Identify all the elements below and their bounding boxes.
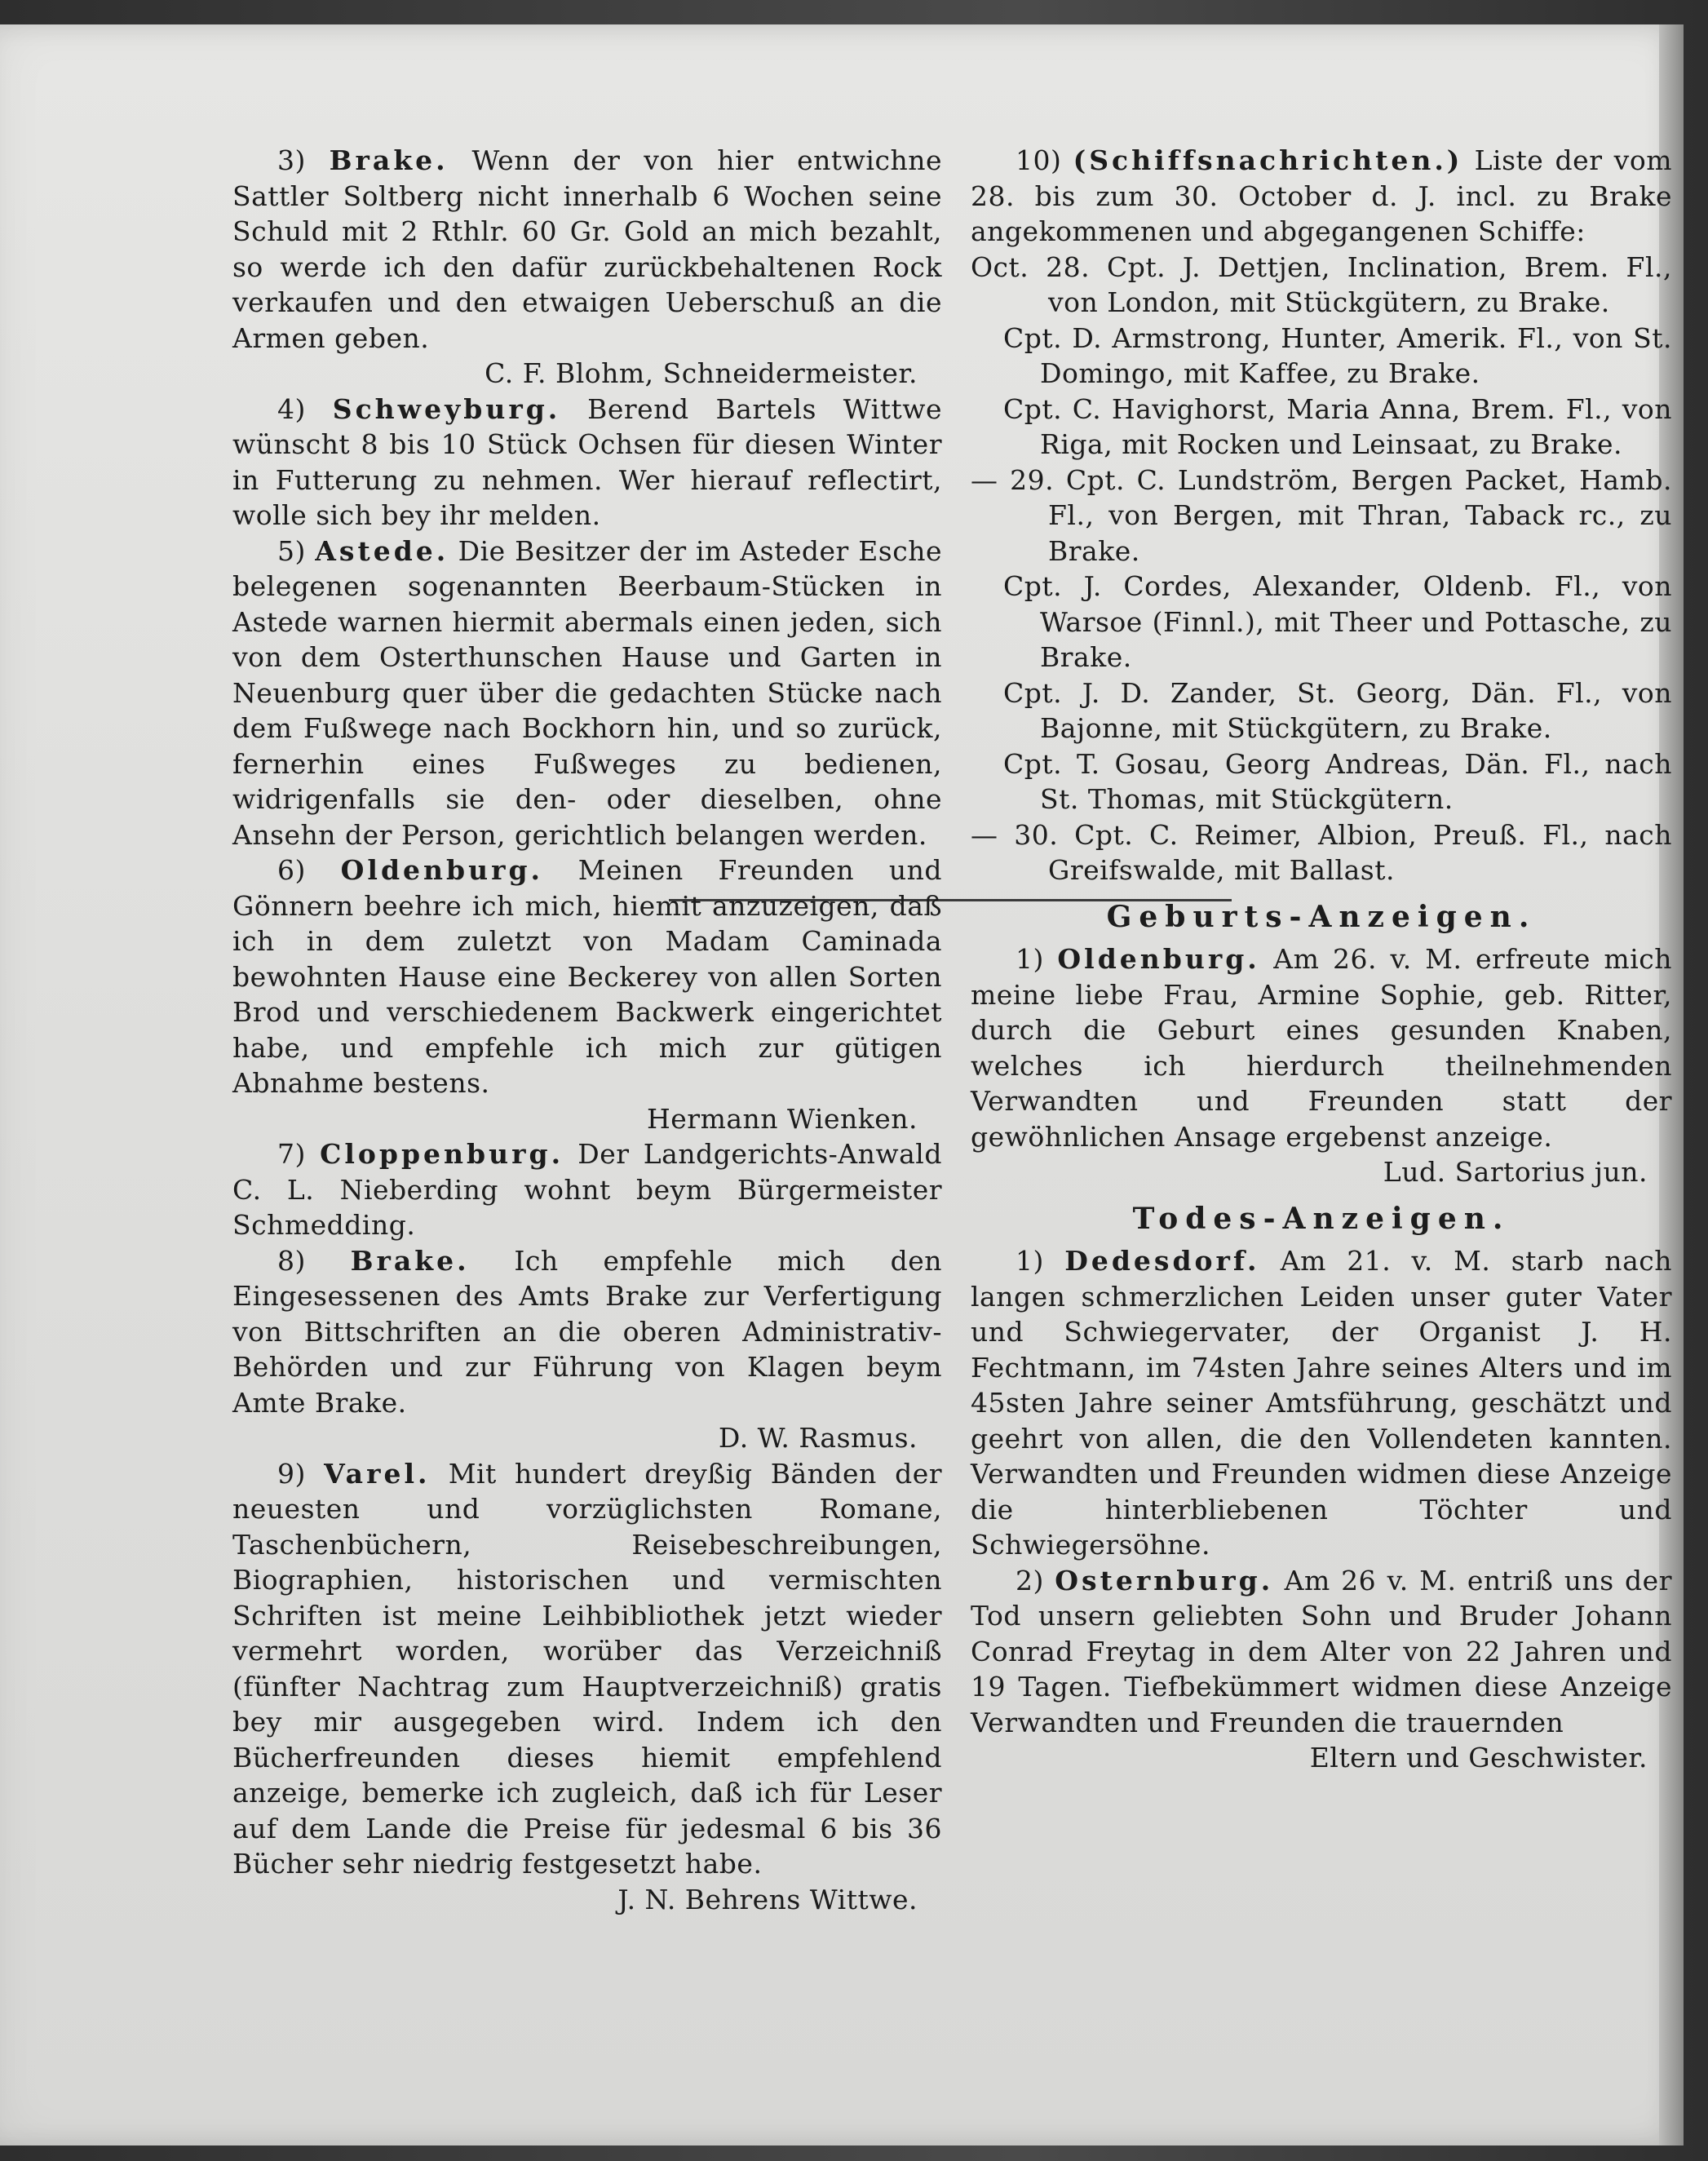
notice-place: Brake. [329,144,449,176]
right-column [971,143,1672,1776]
notice-8-signature: D. W. Rasmus. [718,1422,918,1454]
notice-text: Wenn der von hier entwichne Sattler Soltberg nicht innerhalb 6 Wochen seine Schuld mit 2 Rthlr. 60 Gr. Gold an mich bezahlt, so werde ich den dafür zurückbehaltenen Rock verkaufen und den etwaigen Ueberschuß an die Armen geben. [232,144,942,354]
ship-entry: — 30. Cpt. C. Reimer, Albion, Preuß. Fl., nach Greifswalde, mit Ballast. [971,818,1672,886]
left-column [232,143,942,1917]
notice-text: Meinen Freunden und Gönnern beehre ich mich, hiemit anzuzeigen, daß ich in dem zuletzt von Madam Caminada bewohnten Hause eine Beckerey von allen Sorten Brod und verschiedenem Backwerk eingerichtet habe, und empfehle ich mich zur gütigen Abnahme bestens. [232,854,942,1099]
notice-3-signature: C. F. Blohm, Schneidermeister. [485,357,918,389]
ship-entry: — 29. Cpt. C. Lundström, Bergen Packet, Hamb. Fl., von Bergen, mit Thran, Taback rc., zu Brake. [971,463,1672,567]
notice-place: Varel. [324,1457,431,1490]
notice-text: Ich empfehle mich den Eingesessenen des Amts Brake zur Verfertigung von Bittschriften an die oberen Administrativ-Behörden und zur Führung von Klagen beym Amte Brake. [232,1244,942,1419]
notice-place: Brake. [350,1244,470,1277]
notice-number: 7) [277,1138,321,1170]
death-notice-1 [971,1243,1672,1563]
notice-9 [232,1456,942,1882]
notice-text: Am 26 v. M. entriß uns der Tod unsern geliebten Sohn und Bruder Johann Conrad Freytag in dem Alter von 22 Jahren und 19 Tagen. Tiefbekümmert widmen diese Anzeige Verwandten und Freunden die trauernden [971,1564,1672,1738]
notice-number: 10) [1016,144,1073,176]
notice-8 [232,1243,942,1421]
births-title: Geburts-Anzeigen. [1106,899,1537,934]
notice-6 [232,852,942,1101]
birth-notice-1 [971,941,1672,1154]
notice-place: Schweyburg. [332,392,561,425]
notice-number: 2) [1016,1564,1055,1596]
ship-entry: Cpt. J. D. Zander, St. Georg, Dän. Fl., von Bajonne, mit Stückgütern, zu Brake. [1003,676,1672,744]
notice-4 [232,392,942,534]
birth-notice-1-signature: Lud. Sartorius jun. [1383,1156,1648,1188]
ship-entry: Cpt. T. Gosau, Georg Andreas, Dän. Fl., nach St. Thomas, mit Stückgütern. [1003,747,1672,815]
notice-number: 4) [277,392,333,425]
ship-news-heading: (Schiffsnachrichten.) [1073,144,1463,176]
ship-entry: Cpt. C. Havighorst, Maria Anna, Brem. Fl., von Riga, mit Rocken und Leinsaat, zu Brake. [1003,392,1672,460]
notice-number: 8) [277,1244,351,1277]
notice-5 [232,534,942,853]
notice-place: Dedesdorf. [1064,1245,1260,1277]
death-notice-2-signature: Eltern und Geschwister. [1309,1742,1648,1774]
notice-place: Cloppenburg. [320,1138,564,1170]
deaths-title: Todes-Anzeigen. [1132,1201,1511,1236]
notice-number: 3) [277,144,330,176]
notice-text: Der Landgerichts-Anwald C. L. Nieberding wohnt beym Bürgermeister Schmedding. [232,1138,942,1241]
notice-number: 9) [277,1457,325,1490]
ship-entry: Cpt. D. Armstrong, Hunter, Amerik. Fl., von St. Domingo, mit Kaffee, zu Brake. [1003,321,1672,389]
notice-number: 6) [277,854,341,886]
death-notice-2 [971,1563,1672,1741]
notice-number: 1) [1016,943,1058,975]
notice-place: Osternburg. [1055,1564,1274,1596]
notice-number: 1) [1016,1245,1065,1277]
notice-9-signature: J. N. Behrens Wittwe. [617,1883,918,1915]
notice-text: Mit hundert dreyßig Bänden der neuesten und vorzüglichsten Romane, Taschenbüchern, Reisebeschreibungen, Biographien, historischen und vermischten Schriften ist meine Leihbibliothek jetzt wieder vermehrt worden, worüber das Verzeichniß (fünfter Nachtrag zum Hauptverzeichniß) gratis bey mir ausgegeben wird. Indem ich den Bücherfreunden dieses hiemit empfehlend anzeige, bemerke ich zugleich, daß ich für Leser auf dem Lande die Preise für jedesmal 6 bis 36 Bücher sehr niedrig festgesetzt habe. [232,1457,942,1880]
notice-text: Am 21. v. M. starb nach langen schmerzlichen Leiden unser guter Vater und Schwiegervater, der Organist J. H. Fechtmann, im 74sten Jahre seines Alters und im 45sten Jahre seiner Amtsführung, geschätzt und geehrt von allen, die den Vollendeten kannten. Verwandten und Freunden widmen diese Anzeige die hinterbliebenen Töchter und Schwiegersöhne. [971,1245,1672,1561]
notice-place: Astede. [315,534,449,567]
notice-text: Berend Bartels Wittwe wünscht 8 bis 10 Stück Ochsen für diesen Winter in Futterung zu nehmen. Wer hierauf reflectirt, wolle sich bey ihr melden. [232,392,942,531]
notice-3 [232,143,942,356]
notice-text: Die Besitzer der im Asteder Esche belegenen sogenannten Beerbaum-Stücken in Astede warnen hiermit abermals einen jeden, sich von dem Osterthunschen Hause und Garten in Neuenburg quer über die gedachten Stücke nach dem Fußwege nach Bockhorn hin, und so zurück, fernerhin eines Fußweges zu bedienen, widrigenfalls sie den- oder dieselben, ohne Ansehn der Person, gerichtlich belangen werden. [232,534,942,851]
notice-place: Oldenburg. [1057,943,1260,975]
ship-news [971,143,1672,250]
notice-6-signature: Hermann Wienken. [647,1102,918,1135]
notice-7 [232,1136,942,1243]
notice-number: 5) [277,534,316,567]
ship-entry: Oct. 28. Cpt. J. Dettjen, Inclination, Brem. Fl., von London, mit Stückgütern, zu Brake. [971,250,1672,318]
ship-entry: Cpt. J. Cordes, Alexander, Oldenb. Fl., von Warsoe (Finnl.), mit Theer und Pottasche, zu Brake. [1003,570,1672,673]
notice-place: Oldenburg. [340,854,544,886]
ship-news-intro: Liste der vom 28. bis zum 30. October d. J. incl. zu Brake angekommenen und abgegangenen Schiffe: [971,144,1672,247]
notice-text: Am 26. v. M. erfreute mich meine liebe Frau, Armine Sophie, geb. Ritter, durch die Geburt eines gesunden Knaben, welches ich hierdurch theilnehmenden Verwandten und Freunden statt der gewöhnlichen Ansage ergebenst anzeige. [971,943,1672,1153]
